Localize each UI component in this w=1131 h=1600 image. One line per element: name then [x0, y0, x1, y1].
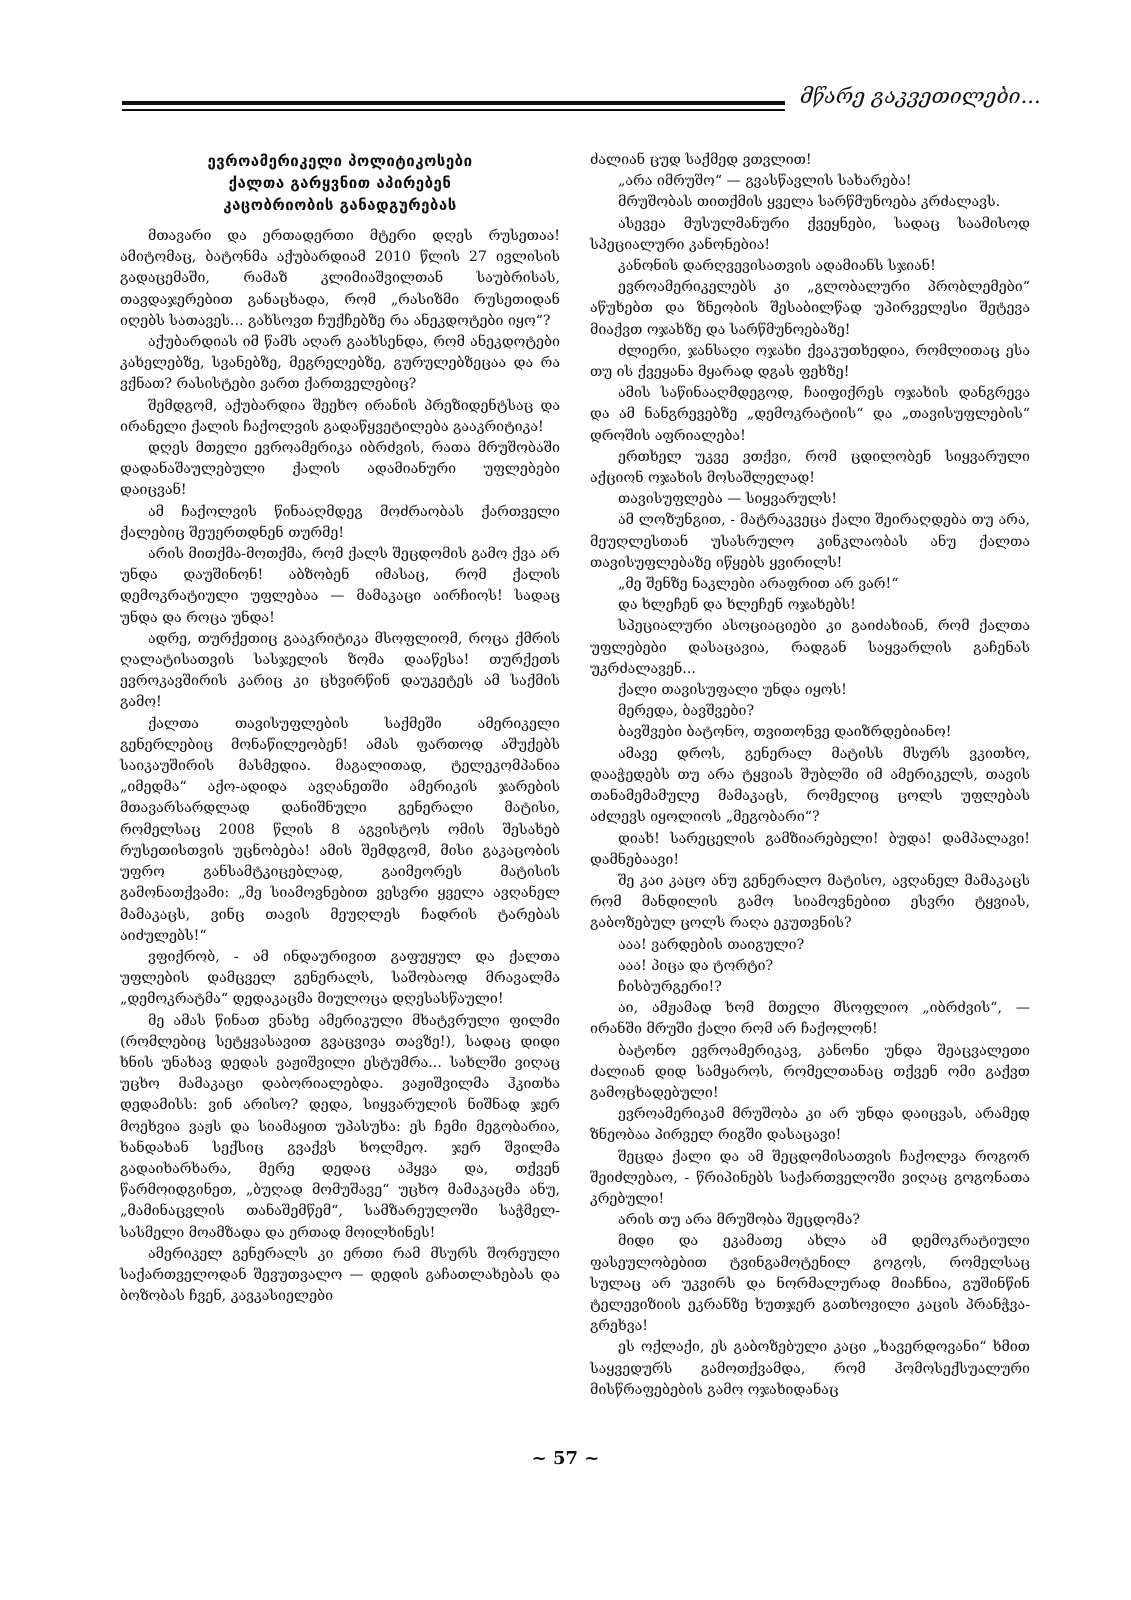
article-title-line: კაცობრიობის განადგურებას [223, 196, 457, 214]
paragraph: ამ ჩაქოლვის წინააღმდეგ მოძრაობას ქართველი ქალებიც შეუერთდნენ თურმე! [120, 503, 560, 541]
paragraph: შემდგომ, აქუბარდია შეეხო ირანის პრეზიდენტსაც და ირანელი ქალის ჩაქოლვის გადაწყვეტილება გააკრიტიკა! [120, 397, 560, 435]
paragraph: არის მითქმა-მოთქმა, რომ ქალს შეცდომის გამო ქვა არ უნდა დაუშინონ! აბზობენ იმასაც, რომ ქალის დემოკრატიული უფლებაა — მამაკაცი აირჩიოს! სადაც უნდა და როცა უნდა! [120, 546, 560, 626]
paragraph: არის თუ არა მრუშობა შეცდომა? [618, 1212, 860, 1229]
paragraph: ვფიქრობ, - ამ ინდაურივით გაფუყულ და ქალთა უფლების დამცველ გენერალს, საშობაოდ მრავალმა „დემოკრატმა“ დედაკაცმა მიულოცა დღესასწაული! [120, 948, 560, 1008]
paragraph: ამერიკელ გენერალს კი ერთი რამ მსურს შორეული საქართველოდან შევუთვალო — დედის გაჩათლახებას და ბოზობას ჩვენ, კავკასიელები [120, 1245, 560, 1305]
paragraph: ძლიერი, ჯანსაღი ოჯახი ქვაკუთხედია, რომლითაც ესა თუ ის ქვეყანა მყარად დგას ფეხზე! [590, 342, 1030, 381]
header-rule-thin [122, 109, 785, 111]
paragraph: ქალთა თავისუფლების საქმეში ამერიკელი გენერლებიც მონაწილეობენ! ამას ფართოდ აშუქებს საიკაუშირის მასმედია. მაგალითად, ტელეკომპანია „იმედმა“ აქო-ადიდა ავღანეთში ამერიკის ჯარების მთავარსარდლად დანიშნული გენერალი მატისი, რომელსაც 2008 წლის 8 აგვისტოს ომის შესახებ რუსეთისთვის უცნობება! ამის შემდგომ, მისი გაკაცობის უფრო განსამტკიცებლად, გაიმეორეს მატისის გამონათქვამი: „მე სიამოვნებით ვესვრი ყველა ავღანელ მამაკაცს, ვინც თავის მეუღლეს ჩადრის ტარებას აიძულებს!“ [120, 715, 560, 944]
paragraph: სპეციალური ასოციაციები კი გაიძახიან, რომ ქალთა უფლებები დასაცავია, რადგან საყვარლის გაჩენას უკრძალავენ... [590, 618, 1030, 677]
paragraph: თავისუფლება — სიყვარულს! [618, 491, 838, 508]
article-title-line: ქალთა გარყვნით აპირებენ [228, 174, 452, 192]
paragraph: ძალიან ცუდ საქმედ ვთვლით! [590, 152, 812, 168]
paragraph: დღეს მთელი ევროამერიკა იბრძვის, რათა მრუშობაში დადანაშაულებული ქალის ადამიანური უფლებები დაიცვან! [120, 440, 560, 499]
page-number: ~ 57 ~ [531, 1448, 600, 1469]
paragraph: აი, ამჟამად ხომ მთელი მსოფლიო „იბრძვის“, — ირანში მრუში ქალი რომ არ ჩაქოლონ! [590, 1000, 1030, 1038]
paragraph: მრუშობას თითქმის ყველა სარწმუნოება კრძალავს. [618, 194, 1001, 211]
paragraph: მიდი და ეკამათე ახლა ამ დემოკრატიული ფასეულობებით ტვინგამოტენილ გოგოს, რომელსაც სულაც არ უკვირს და ნორმალურად მიაჩნია, გუშინწინ ტელევიზიის ეკრანზე ხუთჯერ გათხოვილი კაცის პრანჭვა-გრეხვა! [590, 1233, 1030, 1335]
paragraph: ასევეა მუსულმანური ქვეყნები, სადაც საამისოდ სპეციალური კანონებია! [590, 215, 1030, 253]
paragraph: „არა იმრუშო“ — გვასწავლის სახარება! [618, 173, 912, 190]
header-rule-thick [122, 101, 785, 105]
paragraph: ამავე დროს, გენერალ მატისს მსურს ვკითხო, დააჭედებს თუ არა ტყვიას შუბლში იმ ამერიკელს, თავის თანამემამულე მამაკაცს, რომელიც ცოლს უფლებას აძლევს იყოლიოს „მეგობარი“? [590, 745, 1030, 826]
paragraph: ერთხელ უკვე ვთქვი, რომ ცდილობენ სიყვარული აქციონ ოჯახის მოსაშლელად! [590, 448, 1030, 487]
paragraph: აქუბარდიას იმ წამს აღარ გაახსენდა, რომ ანეკდოტები კახელებზე, სვანებზე, მეგრელებზე, გურულებზეცაა და რა ვქნათ? რასისტები ვართ ქართველებიც? [120, 334, 560, 393]
left-column [120, 150, 560, 1307]
article-title [120, 150, 560, 216]
paragraph: მერედა, ბავშვები? [618, 703, 755, 720]
paragraph: ადრე, თურქეთიც გააკრიტიკა მსოფლიომ, როცა ქმრის ღალატისათვის სასჯელის ზომა დააწესა! თურქეთს ევროკავშირის კარიც კი ცხვირწინ დაუკეტეს ამ საქმის გამო! [120, 630, 560, 711]
paragraph: „მე შენზე ნაკლები არაფრით არ ვარ!“ [618, 576, 899, 593]
article-title-line: ევროამერიკელი პოლიტიკოსები [207, 152, 473, 170]
paragraph: მთავარი და ერთადერთი მტერი დღეს რუსეთაა! ამიტომაც, ბატონმა აქუბარდიამ 2010 წლის 27 ივლისის გადაცემაში, რამაზ კლიმიაშვილთან საუბრისას, თავდაჯერებით განაცხადა, რომ „რასიზმი რუსეთიდან იღებს სათავეს... გახსოვთ ჩუქჩებზე რა ანეკდოტები იყო“? [120, 228, 560, 329]
paragraph: ამის საწინააღმდეგოდ, ჩაიფიქრეს ოჯახის დანგრევა და ამ ნანგრევებზე „დემოკრატიის“ და „თავისუფლების“ დროშის აფრიალება! [590, 385, 1030, 444]
paragraph: ქალი თავისუფალი უნდა იყოს! [618, 682, 847, 699]
paragraph: შე კაი კაცო ანუ გენერალო მატისო, ავღანელ მამაკაცს რომ მანდილის გამო სიამოვნებით ესვრი ტყვიას, გაბოზებულ ცოლს რაღა ეკუთვნის? [590, 872, 1030, 932]
paragraph: ჩისბურგერი!? [618, 978, 722, 995]
paragraph: ბავშვები ბატონო, თვითონვე დაიზრდებიანო! [618, 724, 952, 741]
paragraph: ააა! პიცა და ტორტი? [618, 957, 774, 974]
paragraph: მე ამას წინათ ვნახე ამერიკული მხატვრული ფილმი (რომლებიც სეტყვასავით გვაცვივა თავზე!), სადაც დიდი ხნის უნახავ დედას ვაჟიშვილი ესტუმრა... სახლში ვიღაც უცხო მამაკაცი დაბორიალებდა. ვაჟიშვილმა ჰკითხა დედამისს: ვინ არისო? დედა, სიყვარულის ნიშნად ჯერ მოეხვია ვაჟს და სიამაყით უპასუხა: ეს ჩემი მეგობარია, ხანდახან სექსიც გვაქვს ხოლმეო. ჯერ შვილმა გადაიხარხარა, მერე დედაც აჰყვა და, თქვენ წარმოიდგინეთ, „ბუღად მომუშავე“ უცხო მამაკაცმა ანუ, „მამინაცვლის თანაშემწემ“, სამზარეულოში საჭმელ-სასმელი მოამზადა და ერთად მოილხინეს! [120, 1012, 560, 1241]
section-title: მწარე გაკვეთილები... [800, 84, 1041, 108]
paragraph: ევროამერიკამ მრუშობა კი არ უნდა დაიცვას, არამედ ზნეობაა პირველ რიგში დასაცავი! [590, 1106, 1030, 1144]
right-column [590, 150, 1030, 1401]
paragraph: და ხლეჩენ და ხლეჩენ ოჯახებს! [618, 597, 856, 614]
paragraph: ეს ოქლაქი, ეს გაბოზებული კაცი „ხავერდოვანი“ ხმით საყვედურს გამოთქვამდა, რომ ჰომოსექსუალური მისწრაფებების გამო ოჯახიდანაც [590, 1339, 1030, 1398]
paragraph: ამ ლოზუნგით, - მატრაკვეცა ქალი შეირაღდება თუ არა, მეუღლესთან უსასრულო კინკლაობას ანუ ქალთა თავისუფლებაზე იწყებს ყვირილს! [590, 512, 1030, 571]
paragraph: შეცდა ქალი და ამ შეცდომისათვის ჩაქოლვა როგორ შეიძლებაო, - წრიპინებს საქართველოში ვიღაც გოგონათა კრებული! [590, 1148, 1030, 1207]
paragraph: კანონის დარღვევისათვის ადამიანს სჯიან! [618, 258, 936, 275]
paragraph: ევროამერიკელებს კი „გლობალური პრობლემები“ აწუხებთ და ზნეობის შესაბილწად უპირველესი შეტევა მიაქვთ ოჯახზე და სარწმუნოებაზე! [590, 279, 1030, 338]
paragraph: დიახ! სარეცელის გამზიარებელი! ბუდა! დამპალავი! დამნებაავი! [590, 830, 1030, 868]
paragraph: ბატონო ევროამერიკავ, კანონი უნდა შეაცვალეთი ძალიან დიდ სამყაროს, რომელთანაც თქვენ ომი გაქვთ გამოცხადებული! [590, 1042, 1030, 1101]
paragraph: ააა! ვარდების თაიგული? [618, 936, 805, 953]
